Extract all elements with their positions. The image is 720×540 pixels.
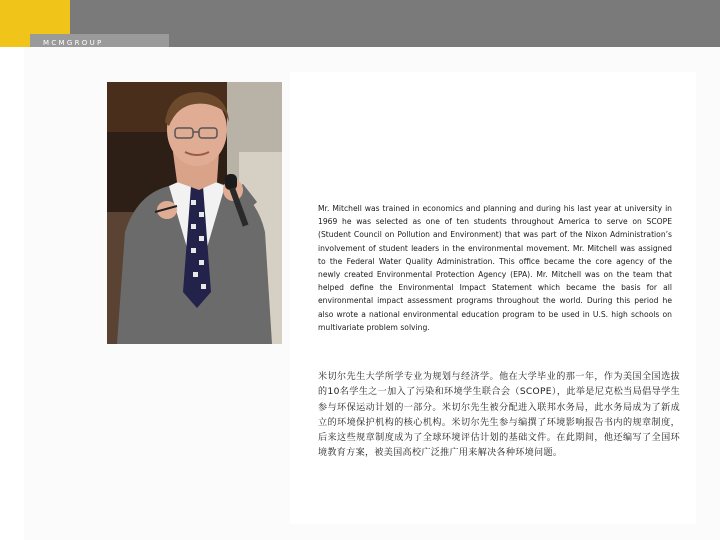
brand-name: MCMGROUP xyxy=(43,39,104,47)
bio-english: Mr. Mitchell was trained in economics and planning and during his last year at university in 1969 he was selected as one of ten students throughout America to serve on SCOPE (Student Council on Pollution and Environment) that was part of the Nixon Administration’s involvement of student leaders in the environmental movement. Mr. Mitchell was assigned to the Federal Water Quality Administration. This office became the core agency of the newly created Environmental Protection Agency (EPA). Mr. Mitchell was on the team that helped define the Environmental Impact Statement which became the basis for all environmental impact assessment programs throughout the world. During this period he also wrote a national environmental education program to be used in U.S. high schools on multivariate problem solving. xyxy=(318,204,672,332)
bio-chinese: 米切尔先生大学所学专业为规划与经济学。他在大学毕业的那一年，作为美国全国选拔的10名学生之一加入了污染和环境学生联合会（SCOPE），此举是尼克松当局倡导学生参与环保运动计划的一部分。米切尔先生被分配进入联邦水务局，此水务局成为了新成立的环境保护机构的核心机构。米切尔先生参与编撰了环境影响报告书内的规章制度，后来这些规章制度成为了全球环境评估计划的基础文件。在此期间，他还编写了全国环境教育方案，被美国高校广泛推广用来解决各种环境问题。 xyxy=(318,372,680,459)
speaker-photo xyxy=(107,82,282,344)
